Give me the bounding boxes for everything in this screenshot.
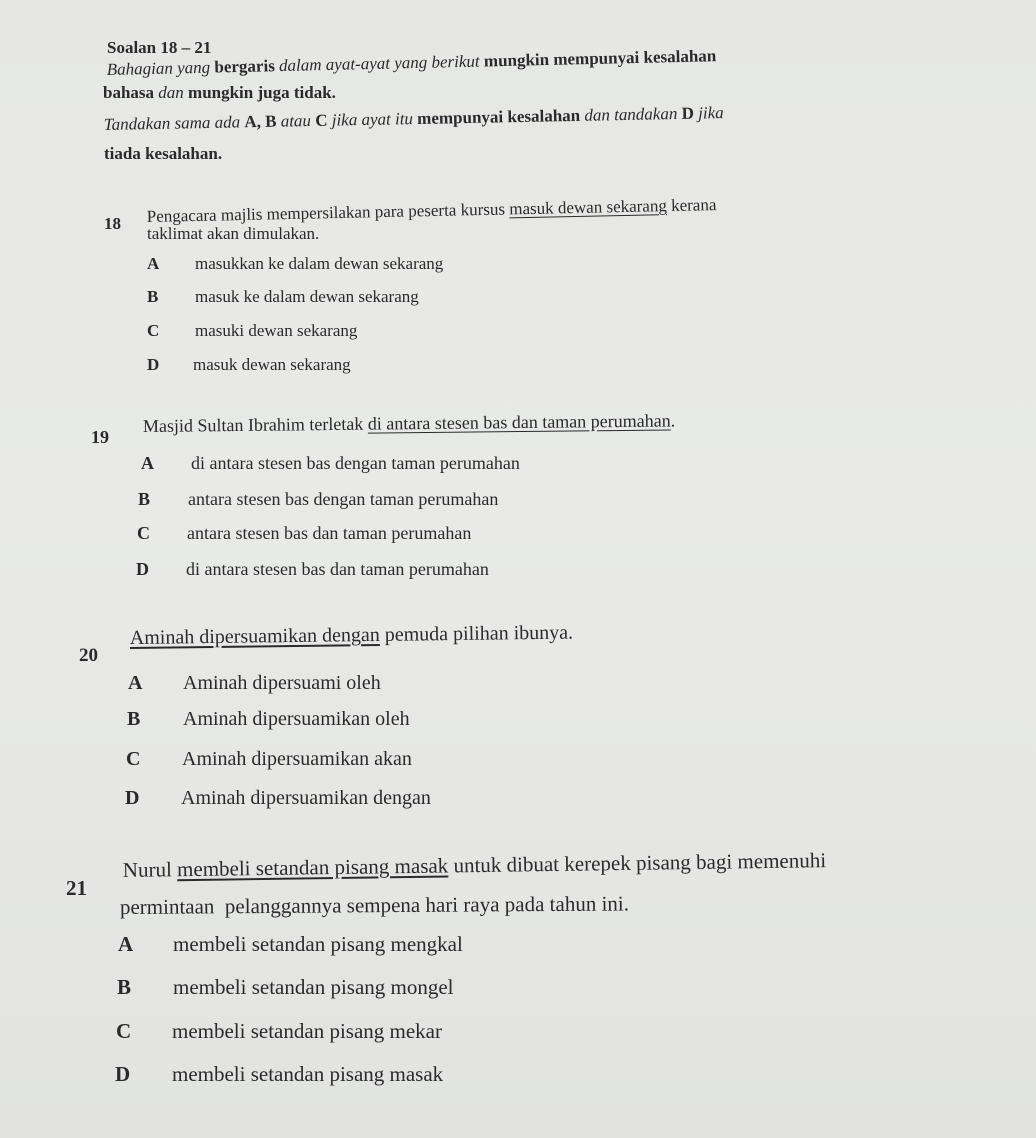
question-number: 21 [66, 876, 87, 900]
option-text: masuk ke dalam dewan sekarang [195, 287, 419, 306]
instruction-text: Tandakan sama ada [103, 112, 241, 135]
instruction-text: mungkin juga tidak. [188, 83, 336, 102]
option-text: masuki dewan sekarang [195, 321, 358, 340]
option-a[interactable] [147, 254, 443, 274]
underlined-phrase: di antara stesen bas dan taman perumahan [367, 410, 671, 434]
option-d[interactable] [147, 355, 351, 375]
instruction-line-4: tiada kesalahan. [104, 144, 223, 163]
option-text: Aminah dipersuami oleh [183, 672, 381, 694]
option-letter: A [128, 672, 143, 694]
instruction-text: C [315, 110, 328, 130]
instruction-text: bergaris [214, 56, 276, 77]
option-letter: C [126, 748, 141, 770]
option-text: Aminah dipersuamikan dengan [181, 787, 431, 809]
option-a[interactable] [128, 672, 381, 695]
option-text: di antara stesen bas dengan taman perumahan [191, 453, 520, 473]
option-b[interactable] [117, 975, 454, 1000]
instruction-line-2 [103, 83, 336, 103]
instruction-text: jika [697, 103, 724, 123]
option-text: antara stesen bas dengan taman perumahan [188, 489, 499, 509]
instruction-line-3 [104, 103, 724, 135]
question-number: 19 [91, 427, 109, 447]
option-d[interactable] [125, 787, 431, 810]
option-letter: B [147, 287, 159, 306]
option-c[interactable] [147, 321, 357, 341]
option-b[interactable] [138, 489, 498, 510]
option-text: membeli setandan pisang mengkal [173, 932, 463, 956]
option-text: Aminah dipersuamikan akan [182, 748, 412, 770]
option-text: membeli setandan pisang mekar [172, 1019, 442, 1043]
section-heading: Soalan 18 – 21 [107, 38, 212, 57]
option-letter: A [118, 932, 134, 956]
option-text: Aminah dipersuamikan oleh [183, 708, 410, 730]
question-text [123, 848, 827, 883]
option-letter: A [141, 453, 154, 473]
option-letter: B [127, 708, 141, 730]
instruction-text: dan tandakan [584, 103, 678, 125]
instruction-text: dan [158, 83, 184, 102]
option-text: masukkan ke dalam dewan sekarang [195, 254, 444, 273]
instruction-text: bahasa [103, 83, 155, 102]
question-text [147, 195, 717, 227]
question-text-plain: Nurul [122, 857, 172, 883]
option-d[interactable] [115, 1062, 443, 1087]
option-text: antara stesen bas dan taman perumahan [187, 523, 472, 543]
underlined-phrase: masuk dewan sekarang [509, 196, 668, 219]
question-text-plain: . [670, 410, 676, 431]
option-c[interactable] [126, 748, 412, 771]
option-letter: D [147, 355, 160, 374]
option-letter: D [125, 787, 140, 809]
underlined-phrase: Aminah dipersuamikan dengan [129, 623, 380, 650]
option-text: masuk dewan sekarang [193, 355, 351, 374]
option-letter: A [147, 254, 160, 273]
option-text: membeli setandan pisang masak [172, 1062, 444, 1086]
option-letter: C [147, 321, 160, 340]
instruction-text: mempunyai kesalahan [417, 105, 581, 128]
question-text-line-2: permintaan pelanggannya sempena hari raya pada tahun ini. [119, 891, 630, 919]
instruction-text: atau [280, 111, 312, 131]
question-text-plain: untuk dibuat kerepek pisang bagi memenuhi [453, 848, 827, 878]
option-text: membeli setandan pisang mongel [173, 975, 454, 999]
question-text-plain: Pengacara majlis mempersilakan para peserta kursus [146, 199, 506, 227]
option-letter: C [116, 1019, 132, 1043]
option-letter: C [137, 523, 150, 543]
instruction-text: A, B [244, 111, 277, 132]
question-text [130, 622, 573, 650]
option-a[interactable] [118, 932, 463, 957]
option-c[interactable] [137, 523, 471, 544]
instruction-text: dalam ayat-ayat yang berikut [278, 51, 480, 76]
instruction-text: jika ayat itu [331, 109, 414, 130]
instruction-text: mungkin mempunyai kesalahan [483, 46, 717, 71]
underlined-phrase: membeli setandan pisang masak [176, 853, 449, 882]
question-text-line-2: taklimat akan dimulakan. [147, 224, 320, 243]
instruction-text: D [681, 103, 695, 123]
option-letter: D [115, 1062, 131, 1086]
question-text-plain: Masjid Sultan Ibrahim terletak [142, 413, 364, 437]
option-letter: B [117, 975, 132, 999]
instruction-text: Bahagian yang [106, 57, 211, 80]
question-text-plain: pemuda pilihan ibunya. [384, 621, 574, 646]
option-c[interactable] [116, 1019, 442, 1044]
option-letter: B [138, 489, 151, 509]
option-b[interactable] [147, 287, 419, 307]
question-text-plain: kerana [670, 195, 717, 216]
option-b[interactable] [127, 708, 410, 731]
option-letter: D [136, 559, 149, 579]
option-text: di antara stesen bas dan taman perumahan [186, 559, 489, 579]
option-d[interactable] [136, 559, 489, 580]
question-number: 18 [104, 214, 121, 233]
question-number: 20 [79, 645, 98, 666]
option-a[interactable] [141, 453, 520, 474]
question-text [143, 410, 676, 437]
